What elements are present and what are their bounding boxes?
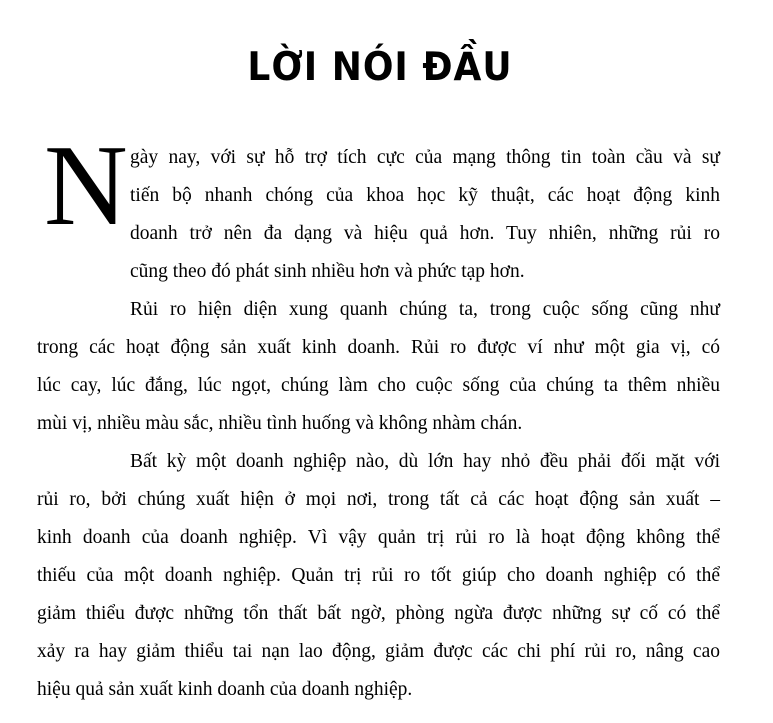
paragraph-3-line-1: Bất kỳ một doanh nghiệp nào, dù lớn hay nhỏ đều phải đối mặt với [130,451,720,472]
page-title: LỜI NÓI ĐẦU [247,45,513,90]
paragraph-3-line-6: xảy ra hay giảm thiểu tai nạn lao động, giảm được các chi phí rủi ro, nâng cao [37,641,720,662]
paragraph-3-line-5: giảm thiểu được những tổn thất bất ngờ, phòng ngừa được những sự cố có thể [37,603,720,624]
paragraph-3-line-2: rủi ro, bởi chúng xuất hiện ở mọi nơi, trong tất cả các hoạt động sản xuất – [37,489,720,510]
paragraph-2-line-2: trong các hoạt động sản xuất kinh doanh. Rủi ro được ví như một gia vị, có [37,337,720,358]
paragraph-1-line-1: gày nay, với sự hỗ trợ tích cực của mạng thông tin toàn cầu và sự [130,147,720,168]
paragraph-3-line-7: hiệu quả sản xuất kinh doanh của doanh nghiệp. [37,679,413,700]
paragraph-2-line-1: Rủi ro hiện diện xung quanh chúng ta, trong cuộc sống cũng như [130,299,720,320]
drop-cap: N [44,122,128,250]
paragraph-3-line-4: thiếu của một doanh nghiệp. Quản trị rủi ro tốt giúp cho doanh nghiệp có thể [37,565,720,586]
paragraph-1-line-3: doanh trở nên đa dạng và hiệu quả hơn. Tuy nhiên, những rủi ro [130,223,720,244]
paragraph-2-line-4: mùi vị, nhiều màu sắc, nhiều tình huống và không nhàm chán. [37,413,523,434]
paragraph-2-line-3: lúc cay, lúc đắng, lúc ngọt, chúng làm cho cuộc sống của chúng ta thêm nhiều [37,375,720,396]
paragraph-1-line-2: tiến bộ nhanh chóng của khoa học kỹ thuật, các hoạt động kinh [130,185,720,206]
paragraph-3-line-3: kinh doanh của doanh nghiệp. Vì vậy quản trị rủi ro là hoạt động không thể [37,527,720,548]
paragraph-1-line-4: cũng theo đó phát sinh nhiều hơn và phức tạp hơn. [130,261,525,282]
